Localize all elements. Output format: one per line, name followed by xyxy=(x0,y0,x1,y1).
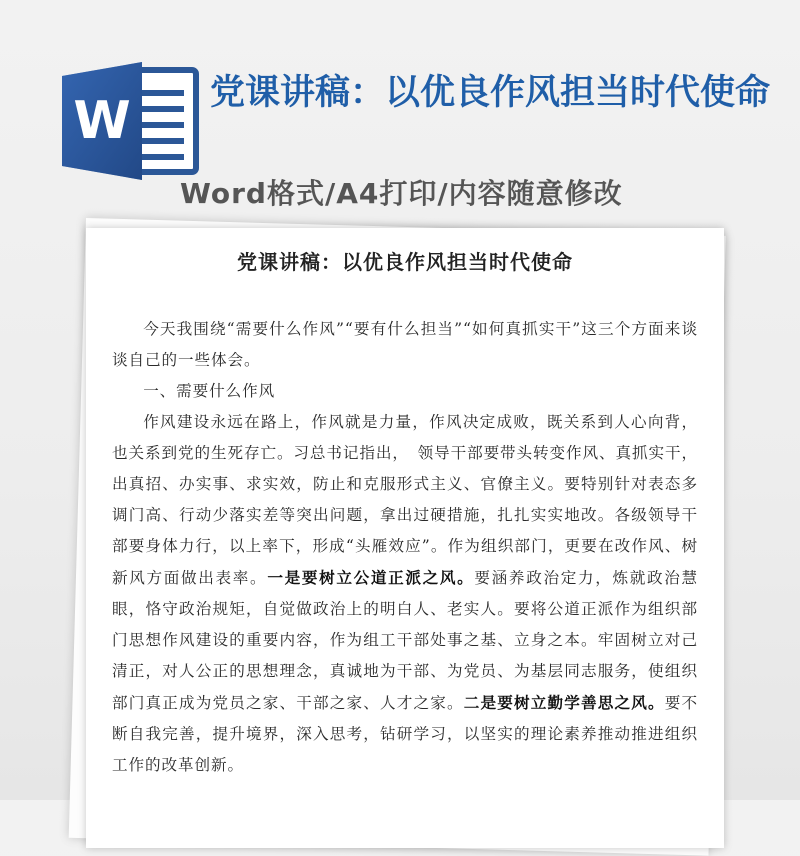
intro-paragraph: 今天我围绕“需要什么作风”“要有什么担当”“如何真抓实干”这三个方面来谈谈自己的一些体会。 xyxy=(112,320,698,369)
document-body xyxy=(112,314,698,781)
banner-title: 党课讲稿：以优良作风担当时代使命 xyxy=(210,73,771,113)
body-paragraph xyxy=(112,407,698,781)
word-document-icon xyxy=(62,62,200,180)
paragraph-text: 要涵养政治定力，炼就政治慧眼，恪守政治规矩，自觉做政治上的明白人、老实人。要将公道正派作为组织部门思想作风建设的重要内容，作为组工干部处事之基、立身之本。牢固树立对己清正，对人公正的思想理念，真诚地为干部、为党员、为基层同志服务，使组织部门真正成为党员之家、干部之家、人才之家。 xyxy=(112,569,699,712)
banner-subtitle: Word格式/A4打印/内容随意修改 xyxy=(180,177,623,210)
header-banner xyxy=(0,0,800,230)
paragraph-text: 作风建设永远在路上，作风就是力量，作风决定成败，既关系到人心向背，也关系到党的生死存亡。习总书记指出， 领导干部要带头转变作风、真抓实干，出真招、办实事、求实效，防止和克服形式主义、官僚主义。要特别针对表态多调门高、行动少落实差等突出问题，拿出过硬措施，扎扎实实地改。各级领导干部要身体力行，以上率下，形成“头雁效应”。作为组织部门，更要在改作风、树新风方面做出表率。 xyxy=(112,413,698,587)
svg-text:W: W xyxy=(73,91,131,151)
document-page xyxy=(86,228,724,848)
document-title: 党课讲稿：以优良作风担当时代使命 xyxy=(237,250,573,274)
section-heading: 一、需要什么作风 xyxy=(143,382,276,400)
emphasis-point-one: 一是要树立公道正派之风。 xyxy=(267,568,475,587)
paragraph-text: 要不断自我完善，提升境界，深入思考，钻研学习，以坚实的理论素养推动推进组织工作的改革创新。 xyxy=(112,694,698,774)
emphasis-point-two: 二是要树立勤学善思之风。 xyxy=(463,693,665,712)
